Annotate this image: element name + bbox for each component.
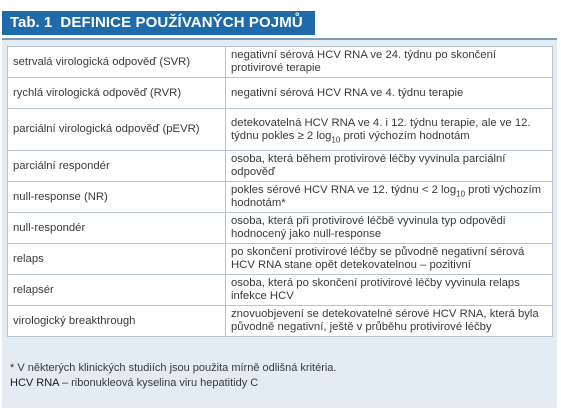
table-row — [8, 151, 553, 182]
definition-cell: osoba, která během protivirové léčby vyvinula parciální odpověď — [226, 151, 553, 182]
table-row — [8, 275, 553, 306]
term-cell: null-respondér — [8, 213, 226, 244]
table-row — [8, 78, 553, 109]
abbreviation-note — [10, 376, 550, 391]
definitions-table-panel — [2, 4, 557, 408]
table-row — [8, 213, 553, 244]
definition-cell: negativní sérová HCV RNA ve 4. týdnu terapie — [226, 78, 553, 109]
term-cell: rychlá virologická odpověď (RVR) — [8, 78, 226, 109]
definition-cell: negativní sérová HCV RNA ve 24. týdnu po skončení protivirové terapie — [226, 47, 553, 78]
term-cell: parciální respondér — [8, 151, 226, 182]
definition-text: detekovatelná HCV RNA ve 4. i 12. týdnu terapie, ale ve 12. týdnu pokles ≥ 2 log — [231, 116, 531, 142]
definitions-table — [7, 46, 553, 337]
term-cell: virologický breakthrough — [8, 306, 226, 337]
table-row — [8, 306, 553, 337]
definition-text-tail: proti výchozím hodnotám — [340, 129, 470, 142]
table-number: Tab. 1 — [10, 14, 53, 31]
subscript: 10 — [331, 134, 341, 144]
table-caption — [2, 11, 315, 35]
subscript: 10 — [456, 189, 466, 199]
term-cell: relapsér — [8, 275, 226, 306]
abbreviation-term: HCV RNA — [10, 377, 59, 389]
table-header — [2, 4, 557, 40]
definition-cell: osoba, která po skončení protivirové léčby vyvinula relaps infekce HCV — [226, 275, 553, 306]
table-row — [8, 244, 553, 275]
definition-text: pokles sérové HCV RNA ve 12. týdnu < 2 log — [231, 184, 457, 196]
table-row — [8, 109, 553, 151]
table-row — [8, 182, 553, 213]
term-cell: relaps — [8, 244, 226, 275]
term-cell: null-response (NR) — [8, 182, 226, 213]
term-cell: parciální virologická odpověď (pEVR) — [8, 109, 226, 151]
term-cell: setrvalá virologická odpověď (SVR) — [8, 47, 226, 78]
footnote: * V některých klinických studiích jsou použita mírně odlišná kritéria. — [10, 362, 337, 374]
table-row — [8, 47, 553, 78]
definition-cell — [226, 182, 553, 213]
table-footer — [10, 361, 550, 391]
definition-text-tail: proti výchozím hodnotám* — [231, 184, 541, 209]
definition-cell: znovuobjevení se detekovatelné sérové HCV RNA, která byla původně negativní, ještě v průběhu protivirové léčby — [226, 306, 553, 337]
definition-cell: po skončení protivirové léčby se původně negativní sérová HCV RNA stane opět detekovatelnou – pozitivní — [226, 244, 553, 275]
table-title: DEFINICE POUŽÍVANÝCH POJMŮ — [60, 14, 303, 31]
abbreviation-definition: – ribonukleová kyselina viru hepatitidy C — [58, 377, 259, 389]
definition-cell: osoba, která při protivirové léčbě vyvinula typ odpovědi hodnocený jako null-response — [226, 213, 553, 244]
definition-cell — [226, 109, 553, 151]
